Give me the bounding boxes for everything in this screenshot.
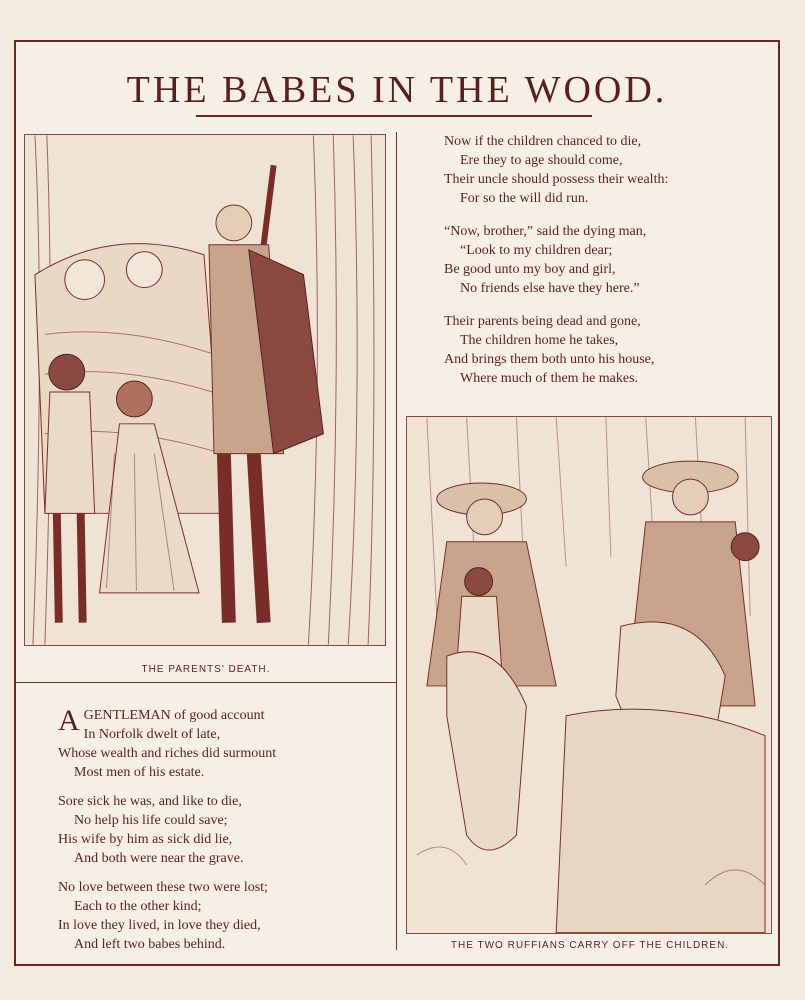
poem-line: Where much of them he makes. <box>460 371 639 386</box>
title-underline <box>196 115 592 117</box>
left-section-divider <box>16 682 396 683</box>
illustration-ruffians <box>406 416 772 934</box>
poem-line: The children home he takes, <box>460 333 619 348</box>
caption-parents-death: THE PARENTS' DEATH. <box>141 664 271 675</box>
poem-line: And left two babes behind. <box>74 937 226 952</box>
poem-right-stanza-3 <box>444 312 654 388</box>
poem-right-stanza-2 <box>444 222 646 298</box>
poem-line: Their uncle should possess their wealth: <box>444 172 669 187</box>
poem-line: And brings them both unto his house, <box>444 352 655 367</box>
poem-left-stanza-1 <box>58 706 276 782</box>
poem-line: Be good unto my boy and girl, <box>444 262 616 277</box>
poem-line: His wife by him as sick did lie, <box>58 832 233 847</box>
poem-line: No love between these two were lost; <box>58 880 268 895</box>
poem-line: And both were near the grave. <box>74 851 244 866</box>
poem-line: In love they lived, in love they died, <box>58 918 261 933</box>
poem-left-stanza-2 <box>58 792 243 868</box>
poem-line: Whose wealth and riches did surmount <box>58 746 277 761</box>
column-divider <box>396 132 397 950</box>
poem-left-stanza-3 <box>58 878 268 954</box>
poem-line: GENTLEMAN of good account <box>83 708 265 723</box>
poem-line: Now if the children chanced to die, <box>444 134 642 149</box>
page-frame <box>14 40 780 966</box>
poem-line: “Look to my children dear; <box>460 243 613 258</box>
poem-line: Their parents being dead and gone, <box>444 314 641 329</box>
poem-line: No friends else have they here.” <box>460 281 640 296</box>
poem-line: For so the will did run. <box>460 191 589 206</box>
illustration-parents-death <box>24 134 386 646</box>
poem-line: Each to the other kind; <box>74 899 202 914</box>
poem-right-stanza-1 <box>444 132 668 208</box>
poem-line: Sore sick he was, and like to die, <box>58 794 242 809</box>
poem-line: “Now, brother,” said the dying man, <box>444 224 647 239</box>
page-title: THE BABES IN THE WOOD. <box>126 69 668 111</box>
poem-line: No help his life could save; <box>74 813 228 828</box>
poem-line: Ere they to age should come, <box>460 153 623 168</box>
poem-line: In Norfolk dwelt of late, <box>83 727 221 742</box>
poem-line: Most men of his estate. <box>74 765 205 780</box>
ruffians-drawing <box>407 417 771 933</box>
parents-death-drawing <box>25 135 385 645</box>
dropcap-letter: A <box>58 704 80 737</box>
caption-ruffians: THE TWO RUFFIANS CARRY OFF THE CHILDREN. <box>450 940 730 951</box>
